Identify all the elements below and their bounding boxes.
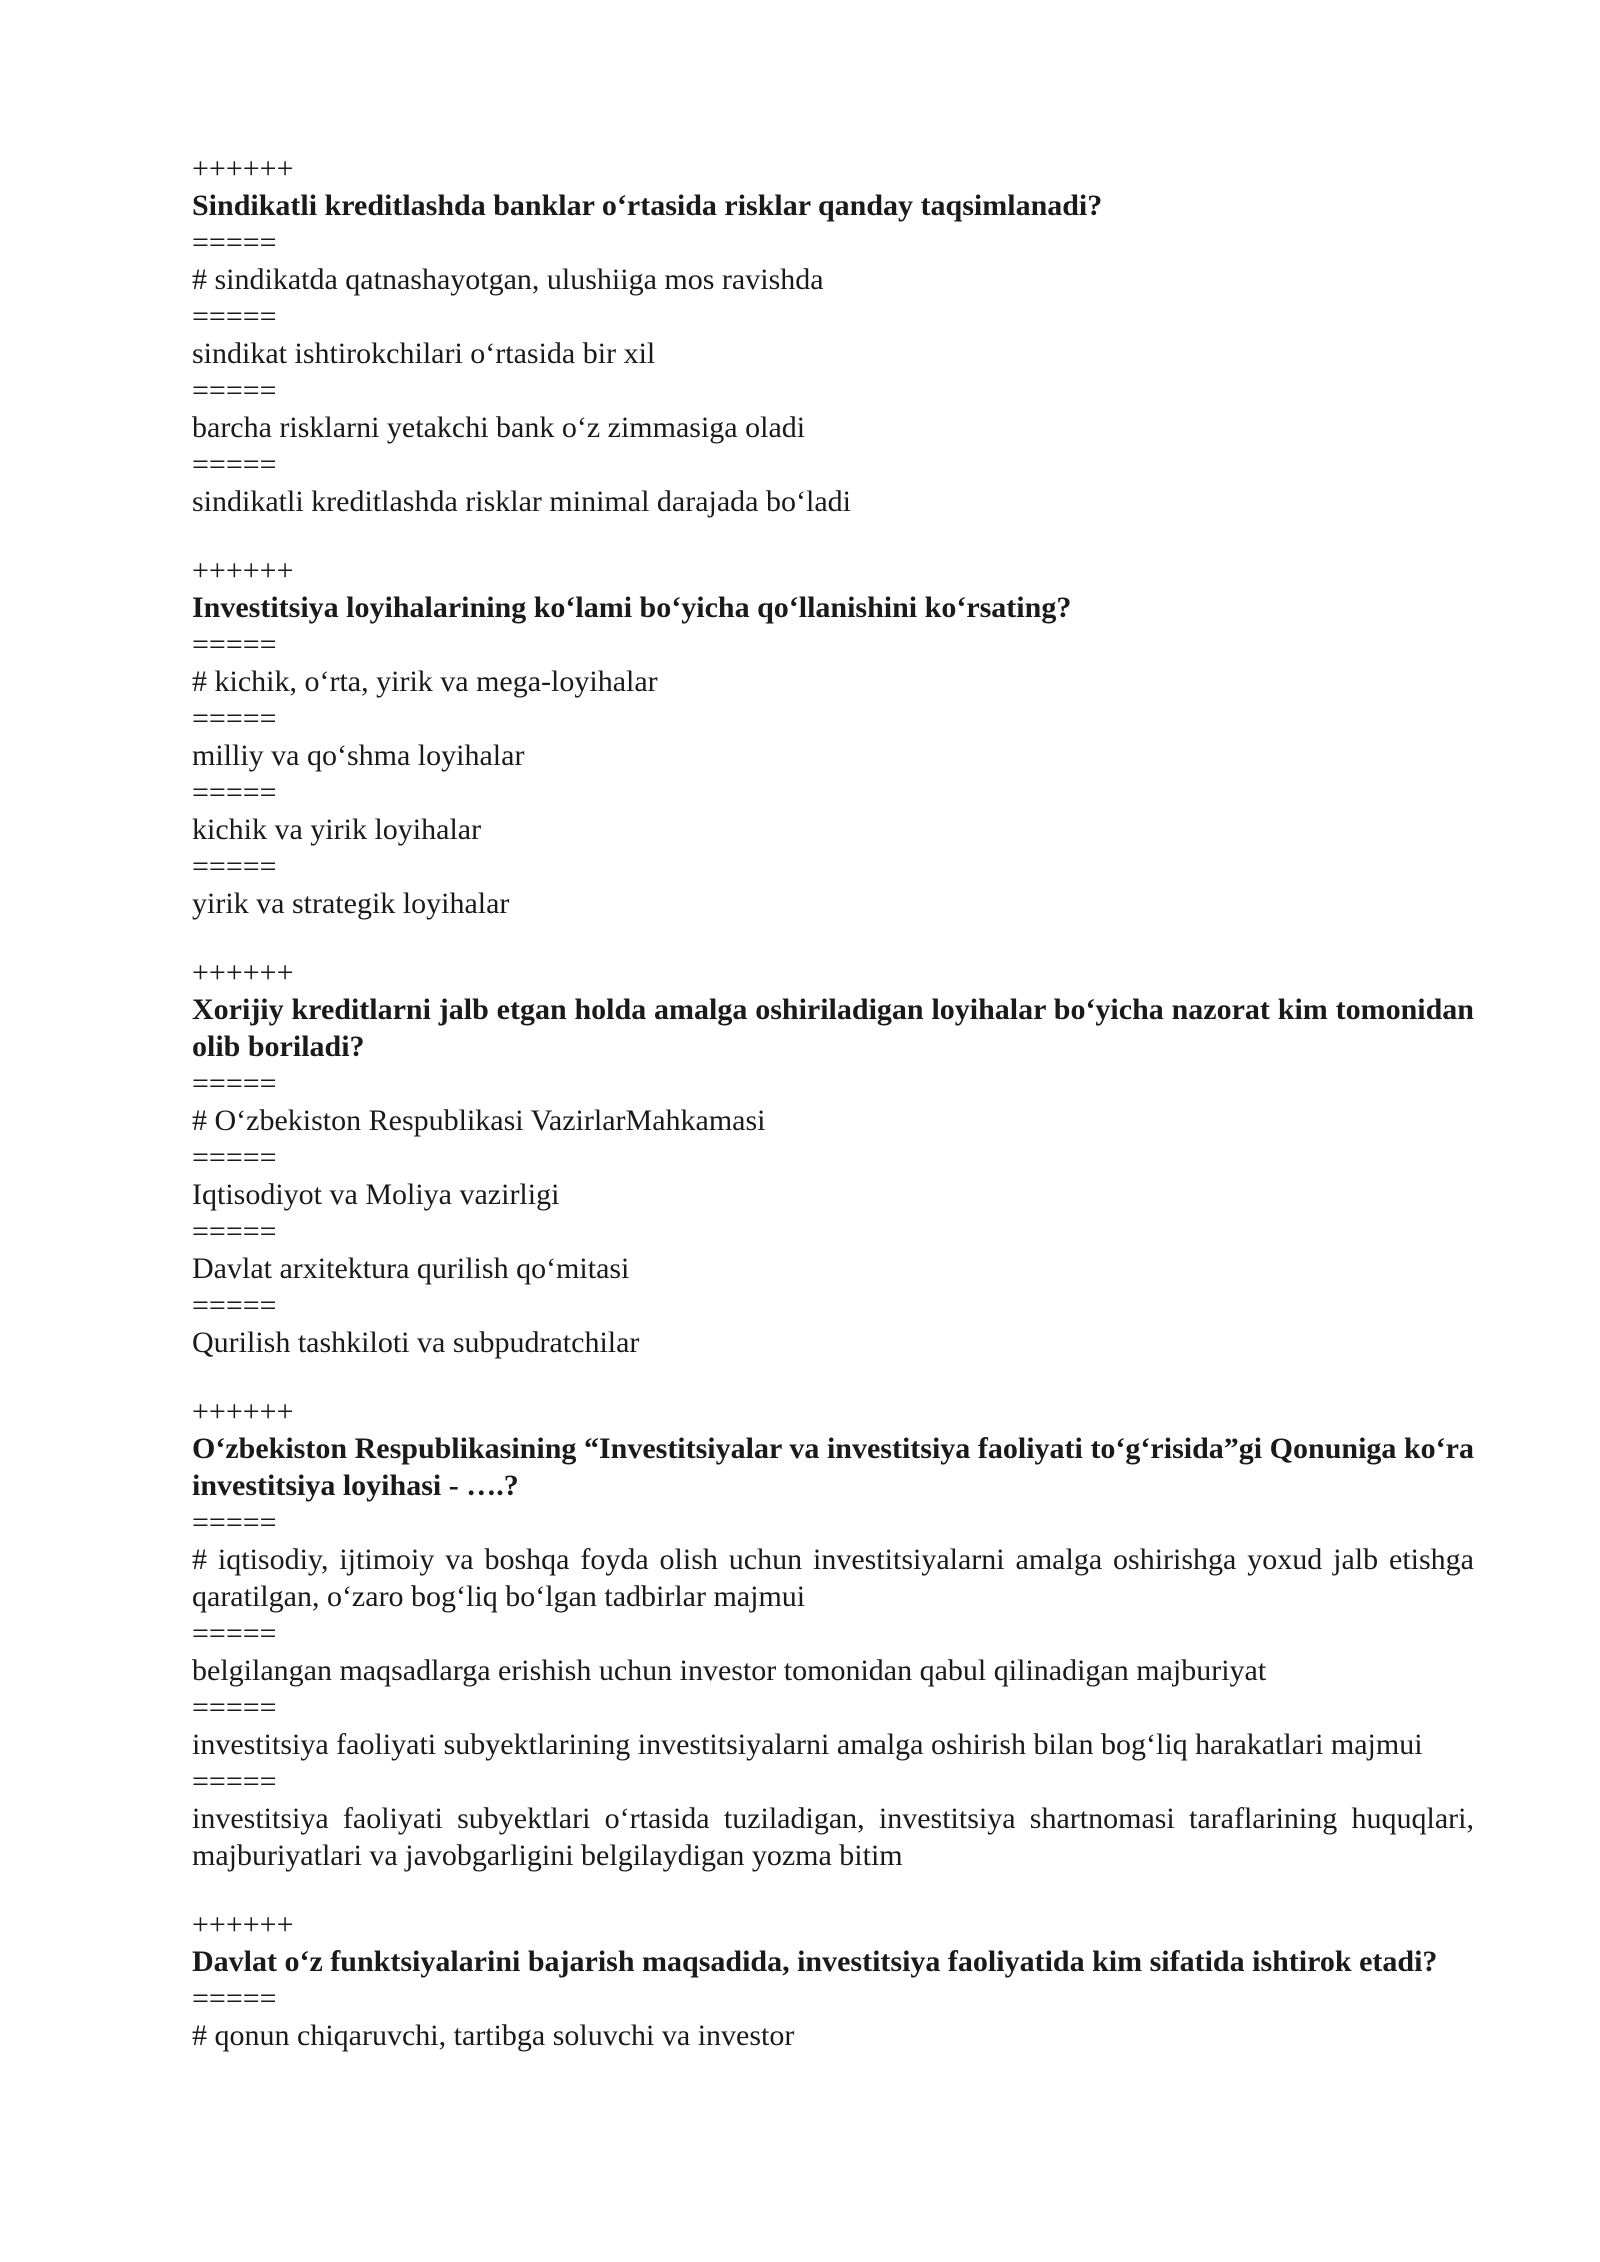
option-separator: ===== — [192, 1289, 277, 1322]
answer-option: sindikat ishtirokchilari o‘rtasida bir xil — [192, 337, 656, 370]
option-separator: ===== — [192, 850, 277, 883]
option-separator: ===== — [192, 1067, 277, 1100]
option-separator: ===== — [192, 1215, 277, 1248]
question-text: Sindikatli kreditlashda banklar o‘rtasida risklar qanday taqsimlanadi? — [192, 189, 1103, 222]
option-separator: ===== — [192, 1765, 277, 1798]
option-separator: ===== — [192, 1982, 277, 2015]
question-text: Xorijiy kreditlarni jalb etgan holda amalga oshiriladigan loyihalar bo‘yicha nazorat kim tomonidan olib boriladi? — [192, 993, 1474, 1063]
answer-option: belgilangan maqsadlarga erishish uchun investor tomonidan qabul qilinadigan majburiyat — [192, 1654, 1267, 1687]
option-separator: ===== — [192, 1141, 277, 1174]
answer-option: kichik va yirik loyihalar — [192, 813, 482, 846]
answer-option: Davlat arxitektura qurilish qo‘mitasi — [192, 1252, 630, 1285]
question-marker: ++++++ — [192, 554, 294, 587]
answer-option: barcha risklarni yetakchi bank o‘z zimmasiga oladi — [192, 411, 806, 444]
question-marker: ++++++ — [192, 1908, 294, 1941]
answer-option: sindikatli kreditlashda risklar minimal darajada bo‘ladi — [192, 485, 851, 518]
question-text: O‘zbekiston Respublikasining “Investitsiyalar va investitsiya faoliyati to‘g‘risida”gi Qonuniga ko‘ra investitsiya loyihasi - ….? — [192, 1432, 1474, 1502]
document-page — [192, 150, 1474, 2086]
question-marker: ++++++ — [192, 152, 294, 185]
question-marker: ++++++ — [192, 1395, 294, 1428]
answer-option: Qurilish tashkiloti va subpudratchilar — [192, 1326, 640, 1359]
question-block — [192, 1906, 1474, 2054]
answer-option: # qonun chiqaruvchi, tartibga soluvchi va investor — [192, 2019, 795, 2052]
answer-option: # sindikatda qatnashayotgan, ulushiiga mos ravishda — [192, 263, 824, 296]
question-block — [192, 954, 1474, 1361]
option-separator: ===== — [192, 628, 277, 661]
question-block — [192, 552, 1474, 922]
option-separator: ===== — [192, 226, 277, 259]
answer-option: investitsiya faoliyati subyektlari o‘rtasida tuziladigan, investitsiya shartnomasi taraflarining huquqlari, majburiyatlari va javobgarligini belgilaydigan yozma bitim — [192, 1802, 1474, 1872]
option-separator: ===== — [192, 776, 277, 809]
question-block — [192, 150, 1474, 520]
answer-option: Iqtisodiyot va Moliya vazirligi — [192, 1178, 560, 1211]
answer-option: # kichik, o‘rta, yirik va mega-loyihalar — [192, 665, 658, 698]
question-text: Davlat o‘z funktsiyalarini bajarish maqsadida, investitsiya faoliyatida kim sifatida ishtirok etadi? — [192, 1945, 1438, 1978]
question-list — [192, 150, 1474, 2054]
option-separator: ===== — [192, 702, 277, 735]
question-block — [192, 1393, 1474, 1874]
option-separator: ===== — [192, 374, 277, 407]
answer-option: yirik va strategik loyihalar — [192, 887, 510, 920]
answer-option: # O‘zbekiston Respublikasi VazirlarMahkamasi — [192, 1104, 766, 1137]
answer-option: # iqtisodiy, ijtimoiy va boshqa foyda olish uchun investitsiyalarni amalga oshirishga yoxud jalb etishga qaratilgan, o‘zaro bog‘liq bo‘lgan tadbirlar majmui — [192, 1543, 1474, 1613]
answer-option: investitsiya faoliyati subyektlarining investitsiyalarni amalga oshirish bilan bog‘liq harakatlari majmui — [192, 1728, 1423, 1761]
option-separator: ===== — [192, 1506, 277, 1539]
option-separator: ===== — [192, 448, 277, 481]
answer-option: milliy va qo‘shma loyihalar — [192, 739, 525, 772]
question-marker: ++++++ — [192, 956, 294, 989]
option-separator: ===== — [192, 1617, 277, 1650]
question-text: Investitsiya loyihalarining ko‘lami bo‘yicha qo‘llanishini ko‘rsating? — [192, 591, 1072, 624]
option-separator: ===== — [192, 300, 277, 333]
option-separator: ===== — [192, 1691, 277, 1724]
